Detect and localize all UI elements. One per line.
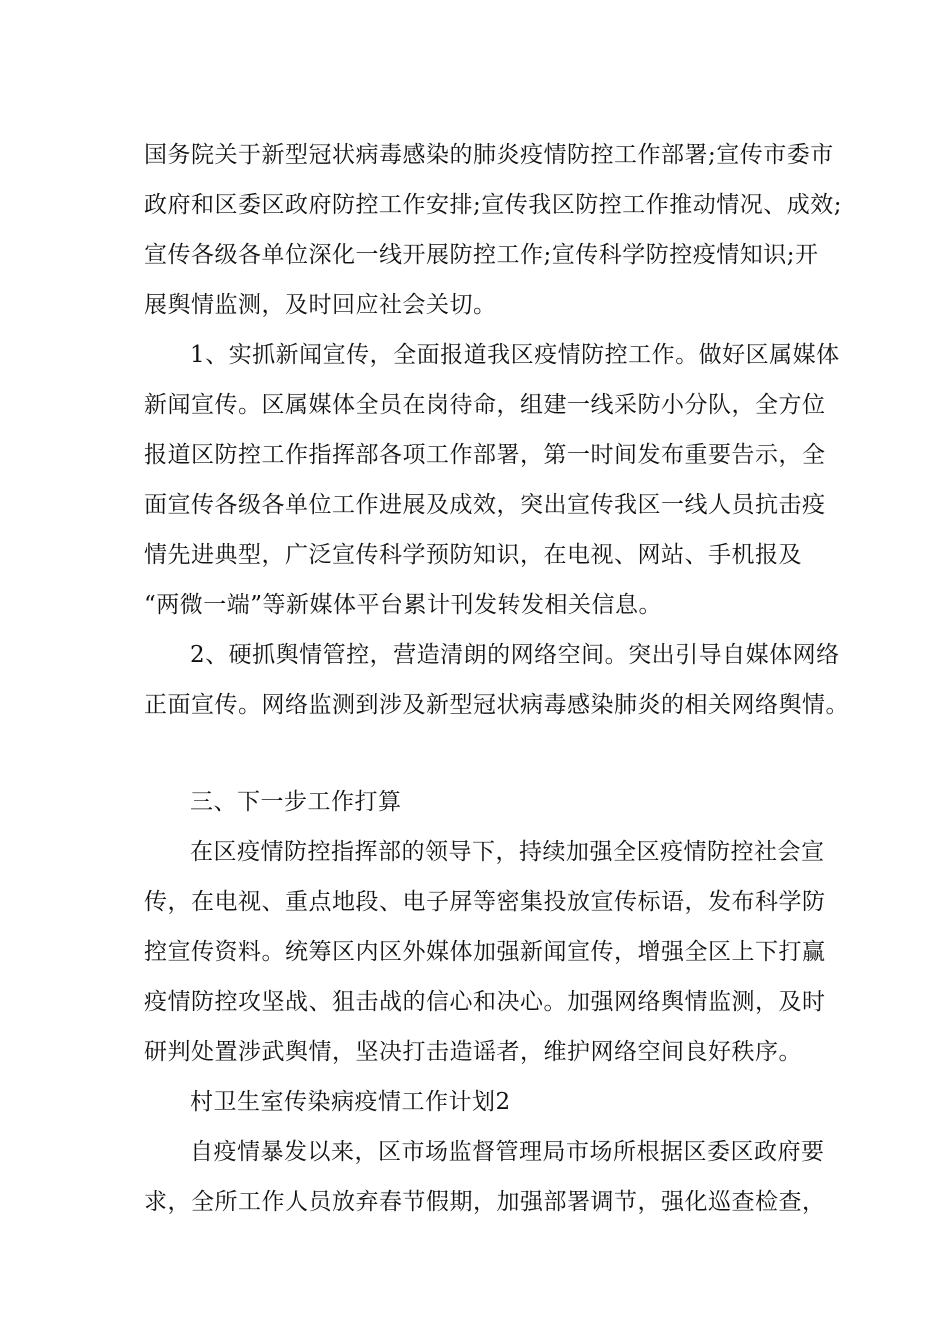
text-line: 展舆情监测，及时回应社会关切。 (144, 292, 497, 318)
paragraph-start-line: 自疫情暴发以来，区市场监督管理局市场所根据区委区政府要 (190, 1139, 825, 1165)
text-line: 控宣传资料。统筹区内区外媒体加强新闻宣传，增强全区上下打赢 (144, 939, 826, 965)
text-line: 宣传各级各单位深化一线开展防控工作;宣传科学防控疫情知识;开 (144, 242, 819, 268)
text-line: “两微一端”等新媒体平台累计刊发转发相关信息。 (144, 592, 663, 618)
document-title-heading: 村卫生室传染病疫情工作计划2 (190, 1089, 511, 1115)
text-line: 国务院关于新型冠状病毒感染的肺炎疫情防控工作部署;宣传市委市 (144, 142, 834, 168)
paragraph-start-line: 2、硬抓舆情管控，营造清朗的网络空间。突出引导自媒体网络 (190, 642, 840, 668)
text-line: 研判处置涉武舆情，坚决打击造谣者，维护网络空间良好秩序。 (144, 1039, 802, 1065)
text-line: 正面宣传。网络监测到涉及新型冠状病毒感染肺炎的相关网络舆情。 (144, 692, 849, 718)
section-heading: 三、下一步工作打算 (190, 789, 402, 815)
paragraph-start-line: 在区疫情防控指挥部的领导下，持续加强全区疫情防控社会宣 (190, 839, 825, 865)
text-line: 报道区防控工作指挥部各项工作部署，第一时间发布重要告示，全 (144, 442, 826, 468)
text-line: 求，全所工作人员放弃春节假期，加强部署调节，强化巡查检查， (144, 1189, 826, 1215)
text-line: 情先进典型，广泛宣传科学预防知识，在电视、网站、手机报及 (144, 542, 802, 568)
text-line: 传，在电视、重点地段、电子屏等密集投放宣传标语，发布科学防 (144, 889, 826, 915)
text-line: 疫情防控攻坚战、狙击战的信心和决心。加强网络舆情监测，及时 (144, 989, 826, 1015)
paragraph-start-line: 1、实抓新闻宣传，全面报道我区疫情防控工作。做好区属媒体 (190, 342, 840, 368)
text-line: 面宣传各级各单位工作进展及成效，突出宣传我区一线人员抗击疫 (144, 492, 826, 518)
text-line: 新闻宣传。区属媒体全员在岗待命，组建一线采防小分队，全方位 (144, 392, 826, 418)
text-line: 政府和区委区政府防控工作安排;宣传我区防控工作推动情况、成效; (144, 192, 842, 218)
